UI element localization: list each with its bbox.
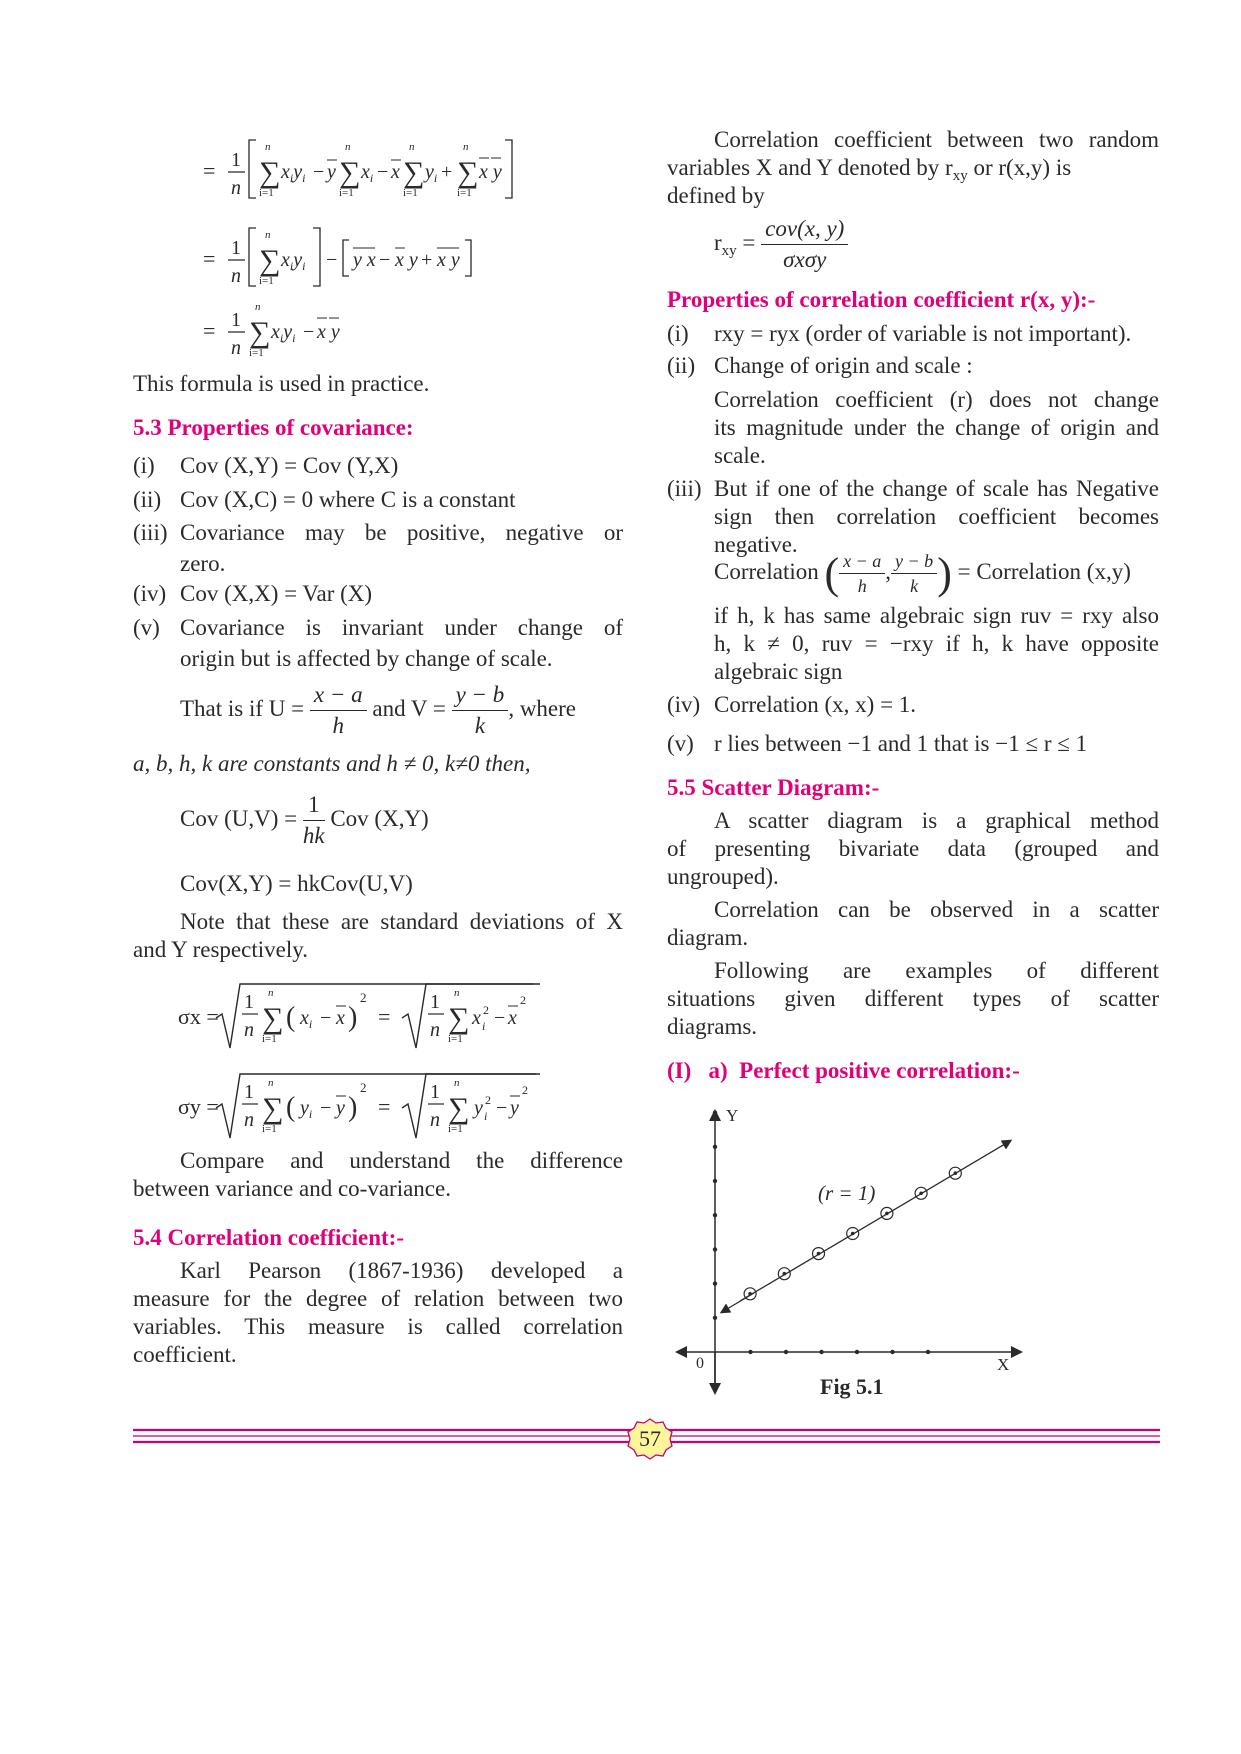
- item-number: (i): [667, 321, 689, 346]
- intro-line-3: defined by: [667, 183, 765, 208]
- corr-f1-denominator: h: [857, 576, 867, 596]
- scatter-point-dot: [954, 1171, 958, 1175]
- item-text-cont: origin but is affected by change of scale.: [180, 646, 553, 671]
- svg-text:x y: x y: [479, 161, 502, 183]
- svg-text:−: −: [303, 321, 315, 343]
- svg-text:(: (: [286, 1092, 296, 1123]
- p2-body-1: Correlation coefficient (r) does not change: [714, 387, 1159, 412]
- svg-text:i=1: i=1: [448, 1123, 463, 1135]
- p2-body-2: its magnitude under the change of origin and: [714, 415, 1159, 440]
- svg-text:yi: $y_i$: [425, 161, 438, 185]
- list-item: [667, 689, 1159, 721]
- item-number: (iii): [667, 476, 702, 501]
- scatter-point-dot: [783, 1272, 787, 1276]
- svg-text:n: n: [231, 265, 241, 287]
- svg-text:∑: ∑: [259, 156, 281, 189]
- list-item: [133, 517, 623, 581]
- svg-text:2: 2: [360, 1080, 367, 1095]
- page-number: 57: [639, 1426, 661, 1451]
- item-text: Correlation (x, x) = 1.: [714, 692, 917, 717]
- svg-text:n: n: [268, 987, 274, 999]
- svg-text:−: −: [377, 161, 389, 183]
- karl-line-1: Karl Pearson (1867-1936) developed a: [180, 1258, 623, 1283]
- svg-text:−: −: [320, 1007, 332, 1029]
- intro-line-1: Correlation coefficient between two random: [714, 127, 1159, 152]
- corr-word: Correlation: [714, 558, 819, 584]
- cov-uv-equation: [180, 790, 620, 851]
- svg-text:xiyi: $x_iy_i$: [281, 161, 306, 185]
- x-axis-tick: [748, 1350, 752, 1354]
- sigma-y-equation: [178, 1068, 638, 1148]
- svg-text:∑: ∑: [259, 244, 281, 277]
- svg-text:=: =: [378, 1004, 391, 1029]
- svg-text:i=1: i=1: [448, 1033, 463, 1045]
- svg-text:xi: $x_i$: [361, 161, 374, 185]
- and-v-label: and V =: [372, 695, 446, 721]
- svg-text:i=1: i=1: [249, 347, 264, 359]
- svg-text:n: n: [231, 177, 241, 199]
- p3-line-3: negative.: [714, 532, 798, 557]
- origin-label: 0: [696, 1355, 704, 1372]
- item-number: (v): [133, 615, 160, 640]
- svg-text:n: n: [463, 141, 469, 153]
- svg-text:i=1: i=1: [339, 187, 354, 199]
- svg-text:2: 2: [485, 1093, 491, 1107]
- item-text: Cov (X,X) = Var (X): [180, 581, 373, 606]
- x-axis-label: X: [997, 1355, 1010, 1374]
- list-item: [133, 450, 623, 482]
- scatter-point-dot: [851, 1232, 855, 1236]
- u-numerator: x − a: [310, 680, 367, 711]
- chart-annotation: (r = 1): [818, 1181, 876, 1205]
- svg-text:n: n: [231, 337, 241, 359]
- svg-text:xi: $x_i$: [300, 1007, 313, 1031]
- item-text: Covariance is invariant under change of: [180, 615, 623, 640]
- svg-text:∑: ∑: [457, 156, 479, 189]
- x-axis-tick: [784, 1350, 788, 1354]
- svg-text:−: −: [494, 1007, 506, 1029]
- where-label: , where: [508, 695, 576, 721]
- scatter-chart: [660, 1100, 1080, 1420]
- corr-obs-line-2: diagram.: [667, 925, 749, 950]
- svg-text:∑: ∑: [403, 156, 425, 189]
- list-item: [667, 350, 1159, 382]
- y-axis-tick: [713, 1179, 717, 1183]
- figure-caption: Fig 5.1: [820, 1374, 884, 1399]
- svg-text:+: +: [441, 161, 453, 183]
- corr-f2-denominator: k: [910, 576, 919, 596]
- following-line-3: diagrams.: [667, 1014, 758, 1039]
- item-number: (v): [667, 731, 694, 756]
- u-denominator: h: [332, 713, 344, 738]
- sign-line-3: algebraic sign: [714, 659, 843, 684]
- item-number: (iii): [133, 520, 168, 545]
- y-axis-label: Y: [726, 1106, 739, 1125]
- svg-text:n: n: [454, 1077, 460, 1089]
- svg-text:i=1: i=1: [457, 187, 472, 199]
- svg-text:n: n: [255, 301, 261, 313]
- svg-text:i=1: i=1: [259, 275, 274, 287]
- corr-fraction-2: [891, 549, 937, 598]
- svg-text:n: n: [265, 229, 271, 241]
- karl-line-2: measure for the degree of relation between two: [133, 1286, 623, 1311]
- y-axis-tick: [713, 1281, 717, 1285]
- item-text: Change of origin and scale :: [714, 353, 973, 378]
- cov-uv-rhs: Cov (X,Y): [330, 805, 429, 831]
- scatter-point-dot: [748, 1292, 752, 1296]
- sigma-x-equation: [178, 978, 638, 1058]
- x-axis-tick: [926, 1350, 930, 1354]
- svg-text:2: 2: [522, 1083, 528, 1097]
- constants-line: a, b, h, k are constants and h ≠ 0, k≠0 then,: [133, 751, 531, 776]
- svg-text:1: 1: [231, 237, 241, 259]
- svg-text:1: 1: [231, 149, 241, 171]
- svg-text:n: n: [265, 141, 271, 153]
- svg-text:2: 2: [360, 990, 367, 1005]
- svg-text:x y: x y: [437, 249, 460, 271]
- item-number: (iv): [667, 692, 701, 717]
- svg-text:x y: x y: [395, 249, 418, 271]
- compare-line-1: Compare and understand the difference: [180, 1148, 623, 1173]
- item-text: Cov (X,Y) = Cov (Y,X): [180, 453, 399, 478]
- rxy-r: r: [714, 229, 722, 255]
- svg-text:i=1: i=1: [259, 187, 274, 199]
- list-item: [133, 578, 623, 610]
- section-5-3-heading: 5.3 Properties of covariance:: [133, 415, 414, 440]
- y-axis-tick: [713, 1213, 717, 1217]
- svg-text:+: +: [421, 249, 433, 271]
- rxy-fraction: [761, 214, 848, 275]
- karl-line-4: coefficient.: [133, 1342, 237, 1367]
- svg-text:y: y: [327, 161, 336, 183]
- svg-text:n: n: [268, 1077, 274, 1089]
- list-item: [133, 612, 623, 676]
- svg-text:n: n: [454, 987, 460, 999]
- svg-text:xiyi: $x_iy_i$: [271, 321, 296, 345]
- svg-text:n: n: [244, 1109, 254, 1131]
- svg-text:i: i: [482, 1019, 486, 1033]
- sign-line-2: h, k ≠ 0, ruv = −rxy if h, k have opposite: [714, 631, 1159, 656]
- scatter-line-3: ungrouped).: [667, 864, 779, 889]
- rxy-subscript: xy: [721, 242, 737, 259]
- cov-uv-numerator: 1: [303, 790, 325, 821]
- that-is-label: That is if U =: [180, 695, 305, 721]
- scatter-point-dot: [885, 1212, 889, 1216]
- svg-text:−: −: [326, 249, 338, 271]
- intro-text: variables X and Y denoted by r: [667, 155, 953, 180]
- rxy-definition: $r_{xy}$ = $\frac{\text{cov(x, y)}}{\text{σxσy}}$: [714, 214, 1014, 275]
- svg-text:1: 1: [430, 991, 440, 1013]
- sign-line-1: if h, k has same algebraic sign ruv = rxy also: [714, 603, 1159, 628]
- svg-text:): ): [348, 1092, 358, 1123]
- svg-text:n: n: [409, 141, 415, 153]
- svg-text:∑: ∑: [339, 156, 361, 189]
- svg-text:1: 1: [244, 991, 254, 1013]
- p3-line-2: sign then correlation coefficient becomes: [714, 504, 1159, 529]
- intro-subscript: xy: [952, 168, 968, 184]
- section-5-5-heading: 5.5 Scatter Diagram:-: [667, 775, 880, 800]
- item-number: (iv): [133, 581, 167, 606]
- svg-text:=: =: [203, 158, 216, 183]
- y-axis-tick: [713, 1316, 717, 1320]
- svg-text:=: =: [203, 246, 216, 271]
- svg-text:n: n: [430, 1019, 440, 1041]
- corr-rhs: = Correlation (x,y): [957, 558, 1131, 584]
- svg-text:=: =: [203, 318, 216, 343]
- u-fraction: [310, 680, 367, 741]
- svg-text:−: −: [379, 249, 391, 271]
- svg-text:∑: ∑: [262, 1092, 284, 1125]
- v-denominator: k: [474, 713, 486, 738]
- trend-line-upper: [740, 1141, 1010, 1301]
- scatter-line-1: A scatter diagram is a graphical method: [714, 808, 1159, 833]
- corr-obs-line-1: Correlation can be observed in a scatter: [714, 897, 1159, 922]
- section-5-4-heading: 5.4 Correlation coefficient:-: [133, 1225, 405, 1250]
- cov-uv-lhs: Cov (U,V) =: [180, 805, 298, 831]
- corr-f2-numerator: y − b: [891, 549, 937, 574]
- svg-text:i=1: i=1: [262, 1123, 277, 1135]
- p2-body-3: scale.: [714, 443, 766, 468]
- following-line-2: situations given different types of scatter: [667, 986, 1159, 1011]
- item-text: r lies between −1 and 1 that is −1 ≤ r ≤ 1: [714, 731, 1088, 756]
- sigma-x-lhs: σx =: [178, 1004, 219, 1029]
- list-item: [667, 728, 1159, 760]
- practice-text: This formula is used in practice.: [133, 371, 430, 396]
- cov-xy-hk: Cov(X,Y) = hkCov(U,V): [180, 871, 413, 896]
- y-axis-tick: [713, 1247, 717, 1251]
- item-text: rxy = ryx (order of variable is not important).: [714, 321, 1132, 346]
- correlation-scaling-equation: Correlation ( $\frac{x - a}{h}$ , $\frac{y - b}{k}$ ) = Correlation (x,y): [714, 549, 1131, 598]
- item-text: Covariance may be positive, negative or: [180, 520, 623, 545]
- properties-heading: Properties of correlation coefficient r(x, y):-: [667, 287, 1096, 312]
- svg-text:2: 2: [483, 1003, 489, 1017]
- intro-text-end: or r(x,y) is: [967, 155, 1072, 180]
- scatter-point-dot: [817, 1252, 821, 1256]
- sigma-y-lhs: σy =: [178, 1094, 219, 1119]
- svg-text:x y: x y: [317, 321, 340, 343]
- svg-text:y x: y x: [353, 249, 376, 271]
- svg-text:∑: ∑: [448, 1002, 470, 1035]
- svg-text:y: y: [474, 1097, 483, 1119]
- x-axis-tick: [855, 1350, 859, 1354]
- svg-text:): ): [348, 1002, 358, 1033]
- compare-line-2: between variance and co-variance.: [133, 1176, 451, 1201]
- svg-text:i=1: i=1: [262, 1033, 277, 1045]
- rxy-denominator: σxσy: [783, 247, 827, 272]
- uv-definition: [180, 680, 630, 741]
- svg-text:1: 1: [231, 309, 241, 331]
- corr-f1-numerator: x − a: [839, 549, 885, 574]
- svg-text:−: −: [313, 161, 325, 183]
- scatter-point-dot: [919, 1192, 923, 1196]
- item-number: (ii): [133, 487, 162, 512]
- y-axis-tick: [713, 1145, 717, 1149]
- item-number: (ii): [667, 353, 696, 378]
- svg-text:∑: ∑: [448, 1092, 470, 1125]
- svg-text:n: n: [244, 1019, 254, 1041]
- x-axis-tick: [890, 1350, 894, 1354]
- list-item: [133, 484, 623, 516]
- item-text: But if one of the change of scale has Negative: [714, 476, 1159, 501]
- corr-fraction-1: [839, 549, 885, 598]
- svg-text:=: =: [378, 1094, 391, 1119]
- svg-text:1: 1: [244, 1081, 254, 1103]
- svg-text:−: −: [320, 1097, 332, 1119]
- svg-text:−: −: [496, 1097, 508, 1119]
- svg-text:n: n: [430, 1109, 440, 1131]
- svg-text:n: n: [345, 141, 351, 153]
- note-line-1: Note that these are standard deviations of X: [180, 909, 623, 934]
- page-number-badge: [627, 1418, 673, 1460]
- item-number: (i): [133, 453, 155, 478]
- derivation-equations: [203, 138, 663, 388]
- item-text: Cov (X,C) = 0 where C is a constant: [180, 487, 516, 512]
- svg-text:yi: $y_i$: [300, 1097, 313, 1121]
- item-text-cont: zero.: [180, 551, 226, 576]
- svg-text:x: x: [336, 1007, 345, 1029]
- x-axis-tick: [819, 1350, 823, 1354]
- svg-text:i=1: i=1: [403, 187, 418, 199]
- cov-uv-fraction: [303, 790, 325, 851]
- svg-text:∑: ∑: [262, 1002, 284, 1035]
- svg-text:y: y: [336, 1097, 345, 1119]
- v-fraction: [452, 680, 509, 741]
- svg-text:(: (: [286, 1002, 296, 1033]
- list-item: [667, 318, 1159, 350]
- y-axis-tick: [713, 1110, 717, 1114]
- svg-text:1: 1: [430, 1081, 440, 1103]
- karl-line-3: variables. This measure is called correlation: [133, 1314, 623, 1339]
- v-numerator: y − b: [452, 680, 509, 711]
- svg-text:2: 2: [520, 993, 526, 1007]
- note-line-2: and Y respectively.: [133, 937, 308, 962]
- svg-text:x: x: [472, 1007, 481, 1029]
- perfect-positive-heading: (I) a) Perfect positive correlation:-: [667, 1058, 1020, 1083]
- svg-text:xiyi: $x_iy_i$: [281, 249, 306, 273]
- following-line-1: Following are examples of different: [714, 958, 1159, 983]
- cov-uv-denominator: hk: [302, 823, 325, 848]
- svg-text:x: x: [391, 161, 400, 183]
- scatter-line-2: of presenting bivariate data (grouped and: [667, 836, 1159, 861]
- rxy-numerator: cov(x, y): [761, 214, 848, 245]
- svg-text:y: y: [510, 1097, 519, 1119]
- svg-text:x: x: [508, 1007, 517, 1029]
- svg-text:∑: ∑: [249, 316, 271, 349]
- svg-text:i: i: [484, 1109, 488, 1123]
